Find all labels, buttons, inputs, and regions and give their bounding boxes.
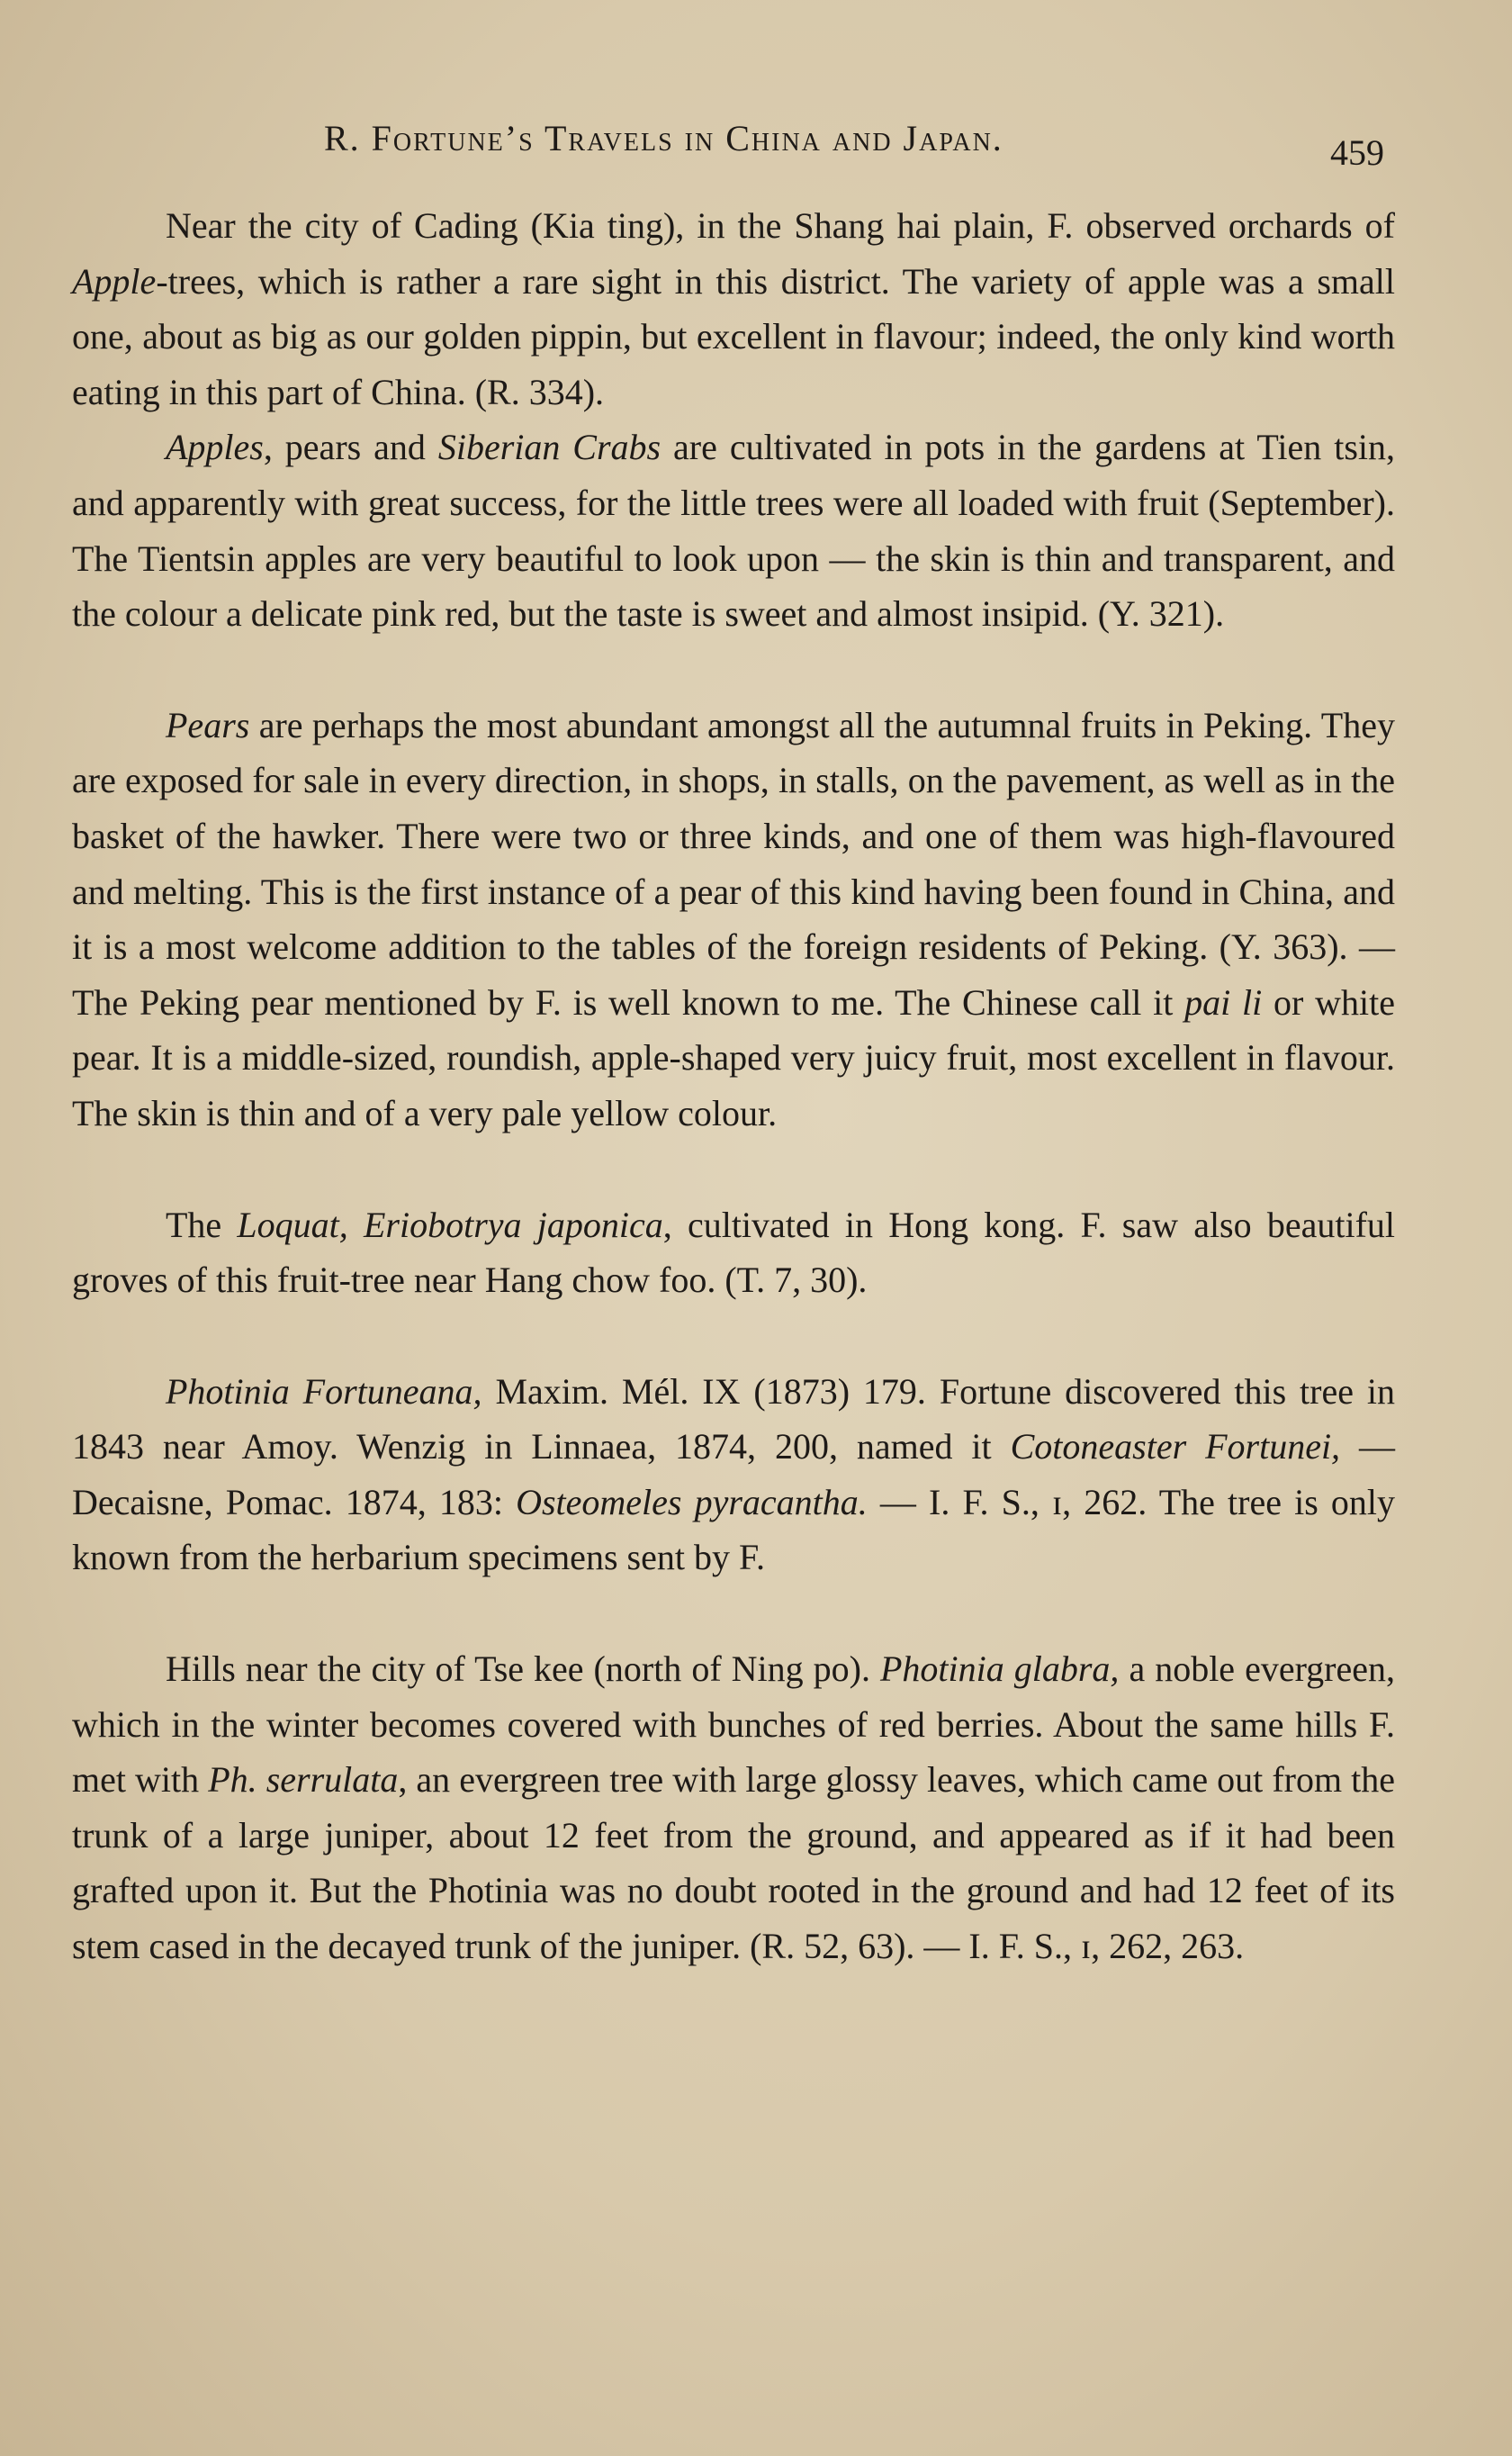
paragraph-apple-trees: Near the city of Cading (Kia ting), in the Shang hai plain, F. observed orchards of Apple-trees, which is rather a rare sight in this district. The variety of apple was a small one, about as big as our golden pippin, but excellent in flavour; indeed, the only kind worth eating in this part of China. (R. 334). [72, 205, 1395, 412]
paragraph-pears: Pears are perhaps the most abundant amongst all the autumnal fruits in Peking. They are exposed for sale in every direction, in shops, in stalls, on the pavement, as well as in the basket of the hawker. There were two or three kinds, and one of them was high-flavoured and melting. This is the first instance of a pear of this kind having been found in China, and it is a most welcome addition to the tables of the foreign residents of Peking. (Y. 363). — The Peking pear mentioned by F. is well known to me. The Chinese call it pai li or white pear. It is a middle-sized, roundish, apple-shaped very juicy fruit, most excellent in flavour. The skin is thin and of a very pale yellow colour. [72, 704, 1395, 1133]
body-text [72, 198, 1395, 1974]
paragraph-photinia-fortuneana: Photinia Fortuneana, Maxim. Mél. IX (1873) 179. Fortune discovered this tree in 1843 near Amoy. Wenzig in Linnaea, 1874, 200, named it Cotoneaster Fortunei, — Decaisne, Pomac. 1874, 183: Osteomeles pyracantha. — I. F. S., ɪ, 262. The tree is only known from the herbarium specimens sent by F. [72, 1370, 1396, 1578]
paragraph-photinia-glabra: Hills near the city of Tse kee (north of Ning po). Photinia glabra, a noble evergreen, which in the winter becomes covered with bunches of red berries. About the same hills F. met with Ph. serrulata, an evergreen tree with large glossy leaves, which came out from the trunk of a large juniper, about 12 feet from the ground, and appeared as if it had been grafted upon it. But the Photinia was no doubt rooted in the ground and had 12 feet of its stem cased in the decayed trunk of the juniper. (R. 52, 63). — I. F. S., ɪ, 262, 263. [72, 1648, 1396, 1967]
paragraph-apples-tientsin: Apples, pears and Siberian Crabs are cultivated in pots in the gardens at Tien tsin, and apparently with great success, for the little trees were all loaded with fruit (September). The Tientsin apples are very beautiful to look upon — the skin is thin and transparent, and the colour a delicate pink red, but the taste is sweet and almost insipid. (Y. 321). [72, 427, 1395, 635]
page-number: 459 [1330, 132, 1384, 173]
running-title: R. Fortune’s Travels in China and Japan. [324, 118, 1004, 158]
page-header [0, 117, 1512, 180]
paragraph-loquat: The Loquat, Eriobotrya japonica, cultivated in Hong kong. F. saw also beautiful groves of this fruit-tree near Hang chow foo. (T. 7, 30). [72, 1204, 1396, 1301]
